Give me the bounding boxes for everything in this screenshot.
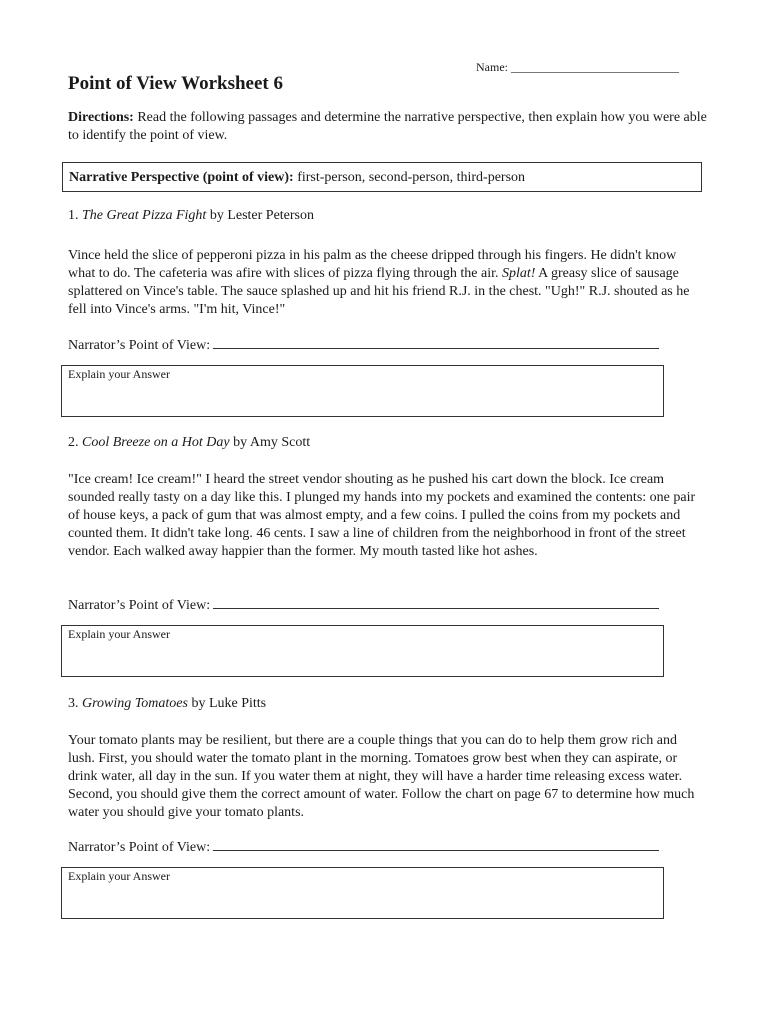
pov-answer-line[interactable] (213, 336, 659, 349)
passage-1-explain-box[interactable] (61, 365, 664, 417)
directions-label: Directions: (68, 110, 134, 125)
pov-answer-line[interactable] (213, 596, 659, 609)
passage-2-number: 2. (68, 435, 79, 450)
passage-2-title: Cool Breeze on a Hot Day (82, 435, 230, 450)
directions-text: Read the following passages and determine the narrative perspective, then explain how you were able to identify the point of view. (68, 110, 707, 143)
directions (68, 109, 708, 145)
pov-answer-line[interactable] (213, 838, 659, 851)
pov-label: Narrator’s Point of View: (68, 840, 211, 855)
perspective-options: first-person, second-person, third-person (293, 170, 526, 185)
passage-1-title: The Great Pizza Fight (82, 208, 207, 223)
passage-3-author: by Luke Pitts (187, 696, 267, 711)
pov-label: Narrator’s Point of View: (68, 598, 211, 613)
passage-1-author: by Lester Peterson (206, 208, 315, 223)
passage-2-explain-box[interactable] (61, 625, 664, 677)
passage-1-heading (68, 208, 314, 224)
passage-3-text: Your tomato plants may be resilient, but there are a couple things that you can do to help them grow rich and lush. First, you should water the tomato plant in the morning. Tomatoes grow best when they can aspirate, or drink water, all day in the sun. If you water them at night, they will have a harder time releasing excess water. Second, you should give them the correct amount of water. Follow the chart on page 67 to determine how much water you should give your tomato plants. (68, 733, 695, 820)
explain-label: Explain your Answer (68, 869, 170, 883)
passage-3-title: Growing Tomatoes (82, 696, 188, 711)
passage-3-pov (68, 838, 659, 856)
perspective-box (62, 162, 702, 192)
passage-1-text (68, 247, 704, 319)
passage-2-author: by Amy Scott (229, 435, 311, 450)
passage-3-heading (68, 696, 266, 712)
passage-1-text-b: A greasy slice of sausage splattered on Vince's table. The sauce splashed up and hit his friend R.J. in the chest. "Ugh!" R.J. shouted as he fell into Vince's arms. "I'm hit, Vince!" (68, 266, 690, 317)
name-field[interactable]: Name: ____________________________ (476, 60, 679, 74)
passage-1-text-a: Vince held the slice of pepperoni pizza in his palm as the cheese dripped through his fingers. He didn't know what to do. The cafeteria was afire with slices of pizza flying through the air. (68, 248, 677, 281)
explain-label: Explain your Answer (68, 367, 170, 381)
pov-label: Narrator’s Point of View: (68, 338, 211, 353)
passage-2-heading (68, 435, 310, 451)
passage-3-explain-box[interactable] (61, 867, 664, 919)
passage-3-number: 3. (68, 696, 79, 711)
passage-1-number: 1. (68, 208, 79, 223)
passage-2-pov (68, 596, 659, 614)
passage-1-emphasis: Splat! (501, 266, 536, 281)
page-title: Point of View Worksheet 6 (68, 73, 283, 94)
perspective-label: Narrative Perspective (point of view): (69, 170, 294, 185)
explain-label: Explain your Answer (68, 627, 170, 641)
passage-1-pov (68, 336, 659, 354)
passage-2-text: "Ice cream! Ice cream!" I heard the street vendor shouting as he pushed his cart down the block. Ice cream sounded really tasty on a day like this. I plunged my hands into my pockets and examined the contents: one pair of house keys, a pack of gum that was almost empty, and a few coins. I pulled the coins from my pockets and counted them. It didn't take long. 46 cents. I saw a line of children from the neighborhood in front of the street vendor. Each walked away happier than the former. My mouth tasted like hot ashes. (68, 472, 696, 559)
